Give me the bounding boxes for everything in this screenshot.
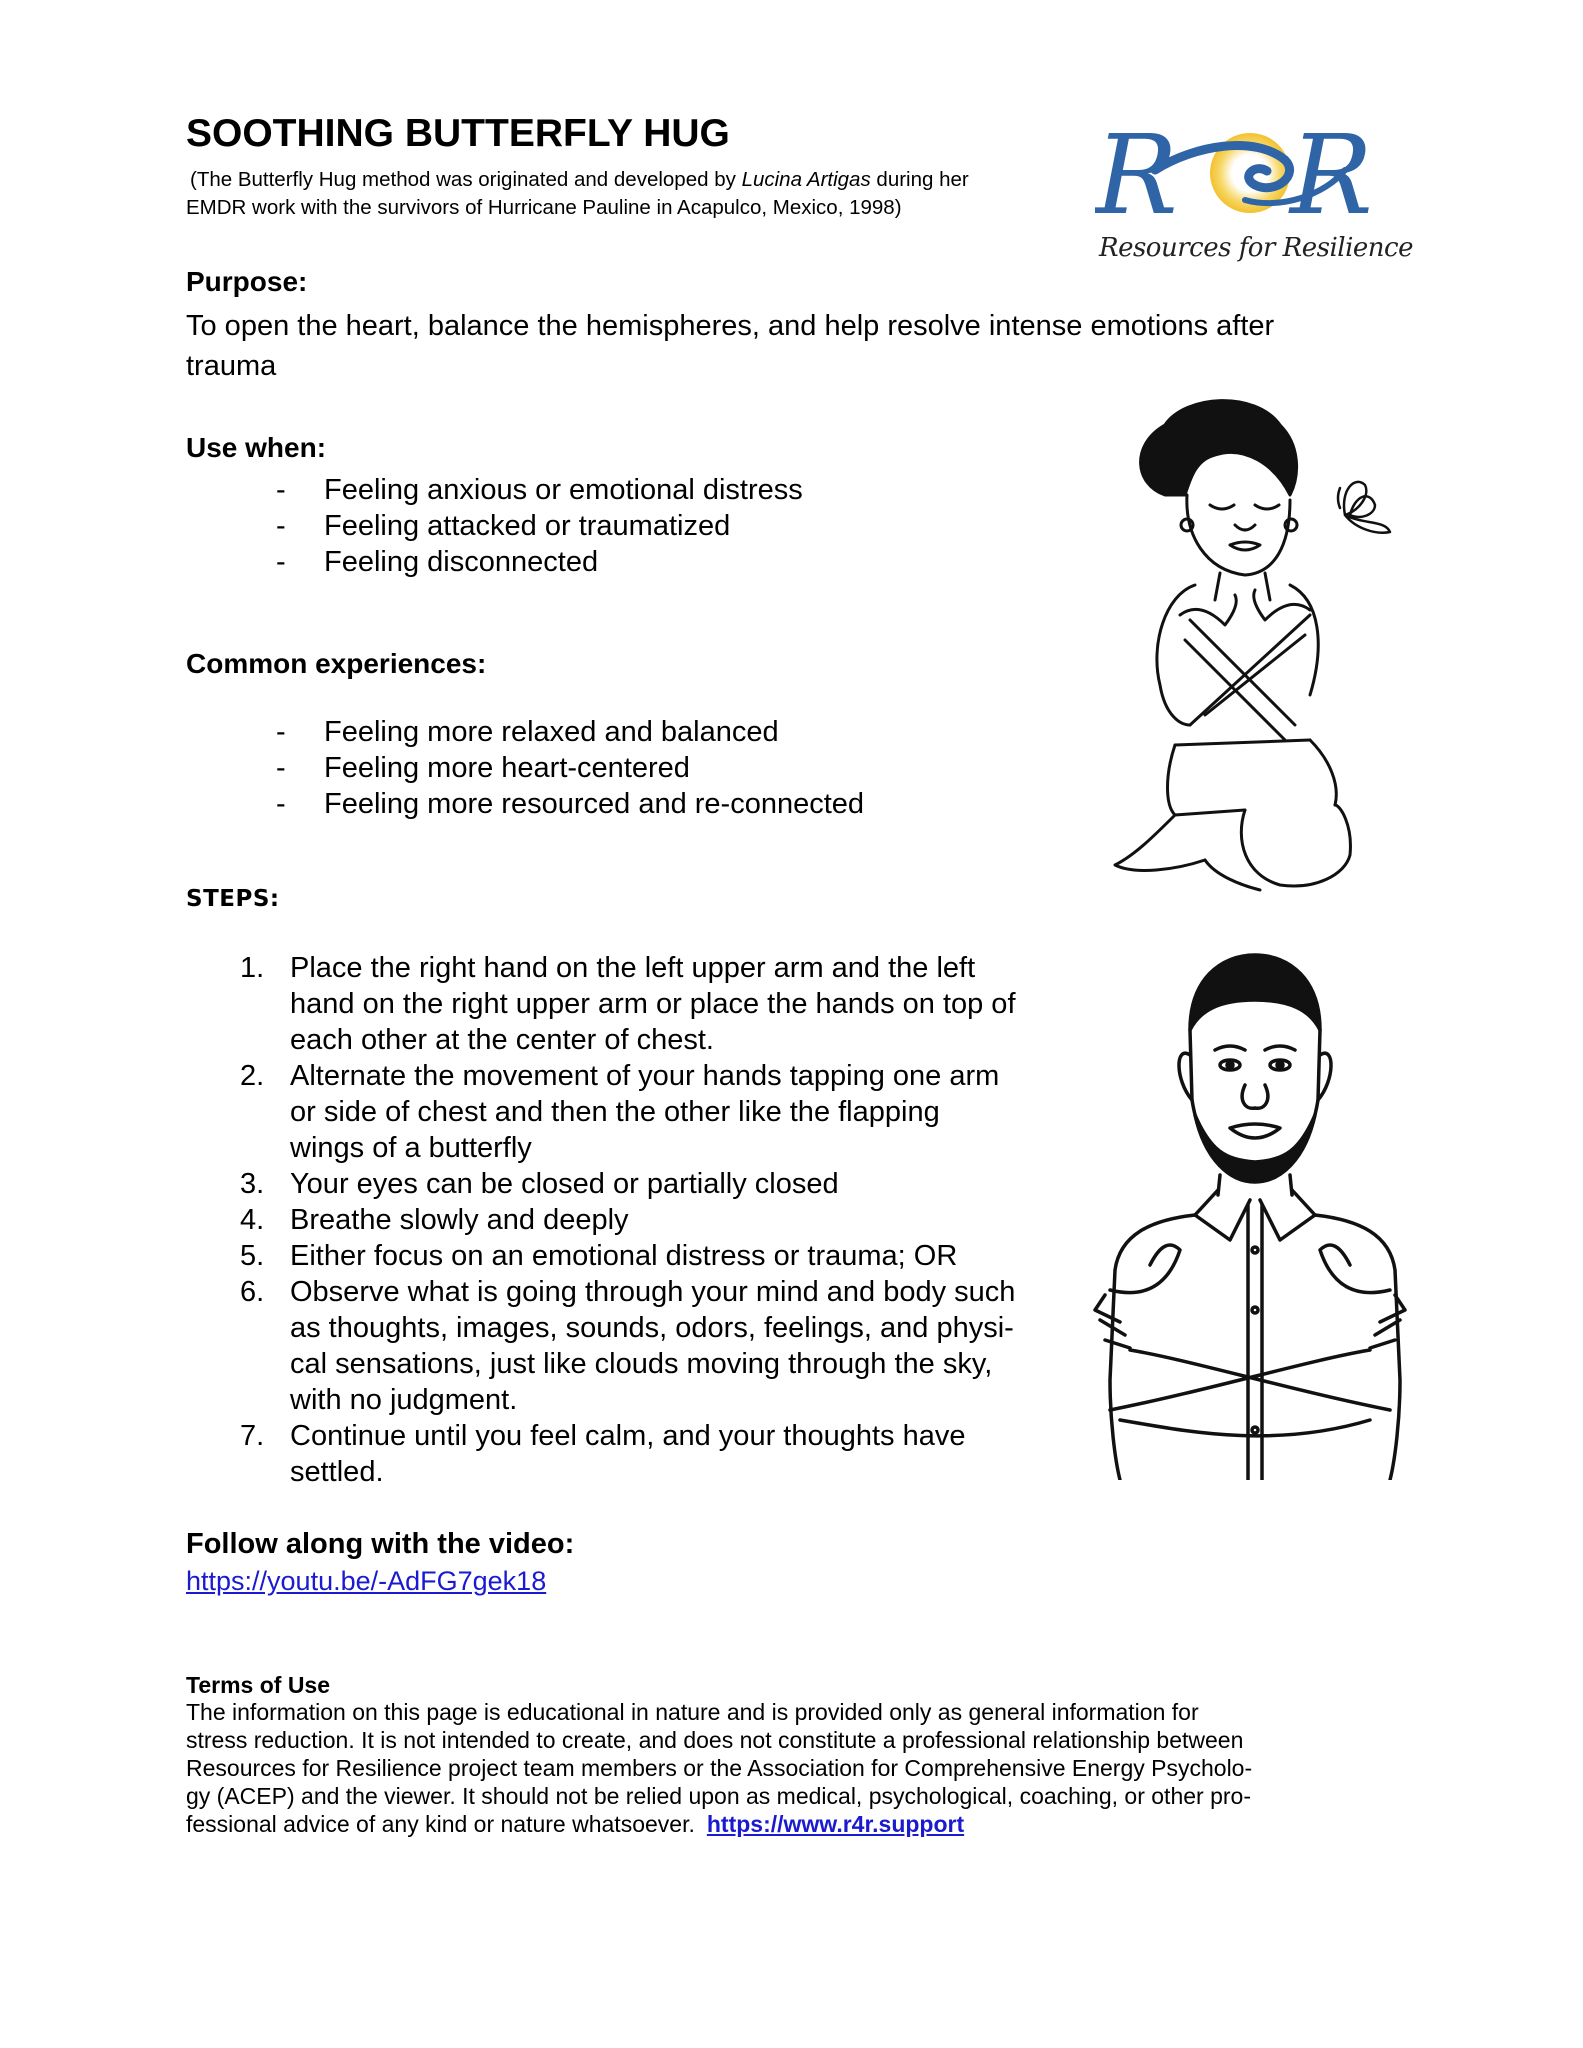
svg-text:R: R	[1095, 115, 1178, 235]
common-experiences-list	[276, 714, 864, 822]
use-when-list	[276, 472, 803, 580]
step-item: 2. Alternate the movement of your hands tapping one arm or side of chest and then the other like the flapping wings of a butterfly	[240, 1060, 1000, 1164]
attribution-author: Lucina Artigas	[741, 168, 871, 191]
video-heading: Follow along with the video:	[186, 1528, 575, 1560]
purpose-line-2: trauma	[186, 350, 277, 382]
list-item: - Feeling more heart-centered	[276, 752, 690, 784]
attribution-prefix: (The Butterfly Hug method was originated and developed by	[190, 168, 742, 191]
video-link[interactable]: https://youtu.be/-AdFG7gek18	[186, 1566, 547, 1596]
attribution-suffix: during her	[870, 168, 969, 191]
terms-heading: Terms of Use	[186, 1672, 331, 1698]
purpose-line-1: To open the heart, balance the hemispheres, and help resolve intense emotions after	[186, 310, 1275, 342]
list-item: - Feeling attacked or traumatized	[276, 510, 731, 542]
man-butterfly-hug-illustration	[1090, 950, 1410, 1480]
terms-text: The information on this page is educational in nature and is provided only as general information for stress reduction. It is not intended to create, and does not constitute a professional relationship between Resources for Resilience project team members or the Association for Comprehensive Energy Psycholo- gy (ACEP) and the viewer. It should not be relied upon as medical, psychological, coaching, or other pro- fessional advice of any kind or nature whatsoever. https://www.r4r.support	[186, 1699, 1253, 1837]
r4r-logo-mark-icon	[1095, 115, 1405, 235]
purpose-text	[186, 306, 1386, 386]
common-experiences-heading: Common experiences:	[186, 648, 487, 679]
use-when-heading: Use when:	[186, 432, 327, 463]
woman-butterfly-hug-illustration	[1095, 385, 1395, 900]
step-item: 4. Breathe slowly and deeply	[240, 1204, 629, 1236]
list-item: - Feeling anxious or emotional distress	[276, 474, 803, 506]
step-item: 1. Place the right hand on the left upper arm and the left hand on the right upper arm or place the hands on top of each other at the center of chest.	[240, 952, 1016, 1056]
svg-text:R: R	[1290, 115, 1373, 235]
attribution-line-2: EMDR work with the survivors of Hurricane Pauline in Acapulco, Mexico, 1998)	[186, 196, 902, 219]
steps-heading: STEPS:	[186, 886, 280, 912]
step-item: 7. Continue until you feel calm, and your thoughts have settled.	[240, 1420, 966, 1488]
list-item: - Feeling more resourced and re-connected	[276, 788, 865, 820]
list-item: - Feeling more relaxed and balanced	[276, 716, 779, 748]
step-item: 5. Either focus on an emotional distress or trauma; OR	[240, 1240, 958, 1272]
list-item: - Feeling disconnected	[276, 546, 599, 578]
r4r-logo	[1095, 115, 1413, 275]
steps-list	[240, 950, 1080, 1490]
step-item: 3. Your eyes can be closed or partially closed	[240, 1168, 839, 1200]
r4r-website-link[interactable]: https://www.r4r.support	[706, 1811, 965, 1837]
step-item: 6. Observe what is going through your mind and body such as thoughts, images, sounds, odors, feelings, and physi- cal sensations, just like clouds moving through the sky, with no judgment.	[240, 1276, 1016, 1416]
logo-tagline: Resources for Resilience	[1099, 233, 1413, 263]
purpose-heading: Purpose:	[186, 266, 308, 297]
page-title: SOOTHING BUTTERFLY HUG	[186, 112, 730, 155]
attribution-note	[186, 166, 1090, 222]
